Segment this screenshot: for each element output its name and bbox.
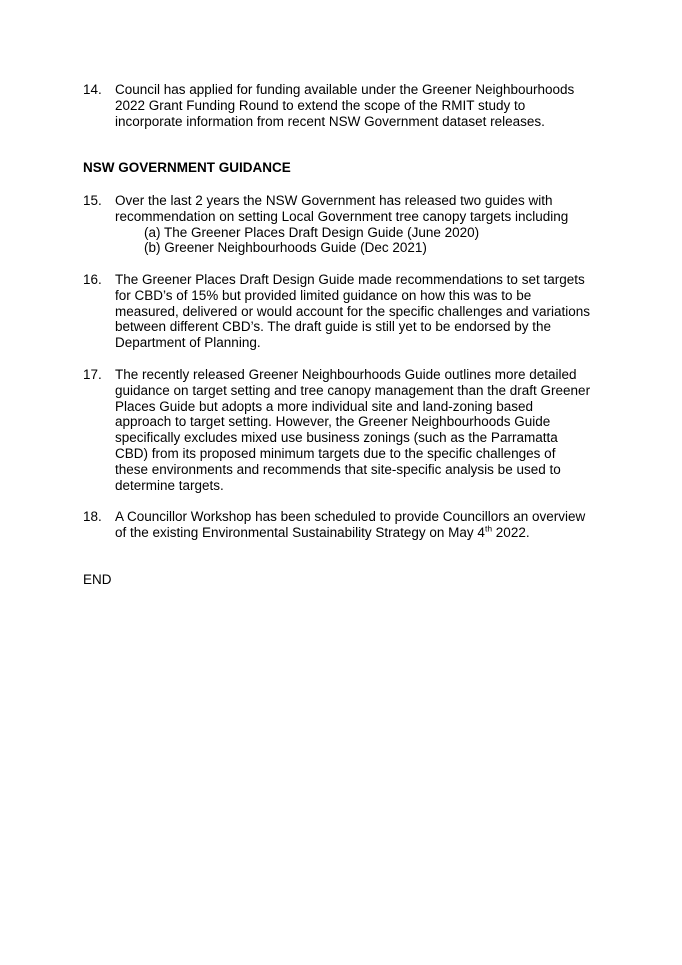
paragraph-line: determine targets.	[115, 477, 224, 493]
paragraph-line	[115, 525, 635, 541]
paragraph-line: A Councillor Workshop has been scheduled to provide Councillors an overview	[115, 509, 586, 524]
line-text: of the existing Environmental Sustainability Strategy on May 4	[115, 524, 485, 540]
ordinal-suffix: th	[484, 523, 493, 534]
paragraph-line: Over the last 2 years the NSW Government has released two guides with	[115, 193, 553, 208]
end-marker: END	[83, 572, 112, 587]
paragraph-line: Council has applied for funding available under the Greener Neighbourhoods	[115, 82, 575, 97]
paragraph-line: specifically excludes mixed use business zonings (such as the Parramatta	[115, 430, 558, 446]
paragraph-line: approach to target setting. However, the Greener Neighbourhoods Guide	[115, 414, 551, 430]
paragraph-number: 15.	[83, 193, 102, 208]
paragraph-number: 14.	[83, 82, 102, 97]
sub-item: (b) Greener Neighbourhoods Guide (Dec 2021)	[144, 240, 427, 256]
paragraph-line: incorporate information from recent NSW Government dataset releases.	[115, 113, 545, 129]
paragraph-line: recommendation on setting Local Government tree canopy targets including	[115, 208, 569, 224]
paragraph-body	[115, 367, 635, 493]
paragraph-body	[115, 82, 635, 129]
paragraph-body	[115, 272, 635, 351]
paragraph-line: CBD) from its proposed minimum targets due to the specific challenges of	[115, 445, 556, 461]
paragraph-line: 2022 Grant Funding Round to extend the scope of the RMIT study to	[115, 97, 526, 113]
paragraph-line: The recently released Greener Neighbourhoods Guide outlines more detailed	[115, 367, 577, 382]
paragraph-line: Department of Planning.	[115, 335, 261, 351]
paragraph-line: measured, delivered or would account for the specific challenges and variations	[115, 303, 591, 319]
paragraph-body	[115, 509, 635, 541]
paragraph-line: The Greener Places Draft Design Guide made recommendations to set targets	[115, 272, 585, 287]
section-heading: NSW GOVERNMENT GUIDANCE	[83, 160, 291, 175]
sub-item: (a) The Greener Places Draft Design Guide (June 2020)	[144, 224, 480, 240]
paragraph-line: between different CBD’s. The draft guide is still yet to be endorsed by the	[115, 319, 552, 335]
paragraph-body	[115, 193, 635, 256]
paragraph-line: for CBD’s of 15% but provided limited guidance on how this was to be	[115, 287, 532, 303]
paragraph-line: Places Guide but adopts a more individual site and land-zoning based	[115, 398, 534, 414]
paragraph-number: 16.	[83, 272, 102, 287]
paragraph-line: these environments and recommends that site-specific analysis be used to	[115, 461, 561, 477]
paragraph-line: guidance on target setting and tree canopy management than the draft Greener	[115, 382, 591, 398]
line-text: 2022.	[492, 524, 530, 540]
paragraph-number: 17.	[83, 367, 102, 382]
paragraph-number: 18.	[83, 509, 102, 524]
